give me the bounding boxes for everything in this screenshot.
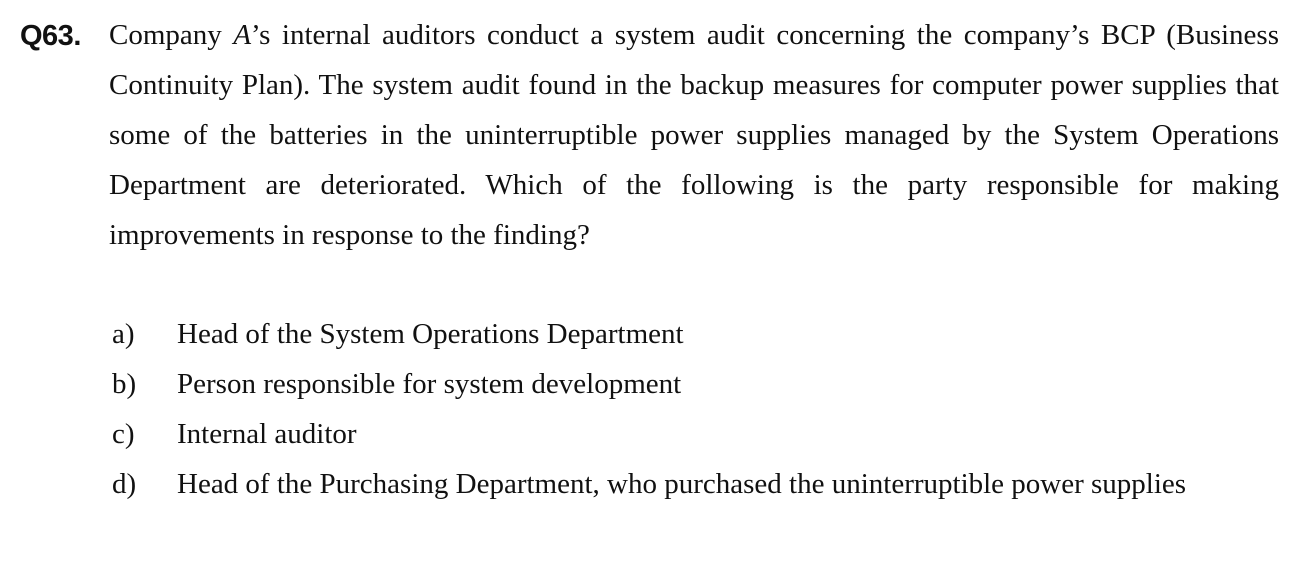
choice-b — [112, 359, 1279, 409]
answer-choices — [112, 309, 1279, 509]
choice-a — [112, 309, 1279, 359]
choice-letter: b) — [112, 368, 137, 400]
stem-text-start: Company — [109, 19, 234, 51]
choice-letter: c) — [112, 418, 135, 450]
company-name: A — [233, 19, 252, 51]
choice-text: Head of the Purchasing Department, who purchased the uninterruptible power supplies — [177, 468, 1187, 500]
choice-letter: d) — [112, 468, 137, 500]
choice-c — [112, 409, 1279, 459]
question-number: Q63. — [20, 20, 81, 52]
choice-text: Head of the System Operations Department — [177, 318, 684, 350]
stem-text-rest: ’s internal auditors conduct a system audit concerning the company’s BCP (Business Continuity Plan). The system audit found in the backup measures for computer power supplies that some of the batteries in the uninterruptible power supplies managed by the System Operations Department are deteriorated. Which of the following is the party responsible for making improvements in response to the finding? — [109, 19, 1280, 251]
choice-d — [112, 459, 1279, 509]
choice-letter: a) — [112, 318, 135, 350]
choice-text: Internal auditor — [177, 418, 357, 450]
question-stem — [109, 10, 1279, 260]
choice-text: Person responsible for system development — [177, 368, 682, 400]
